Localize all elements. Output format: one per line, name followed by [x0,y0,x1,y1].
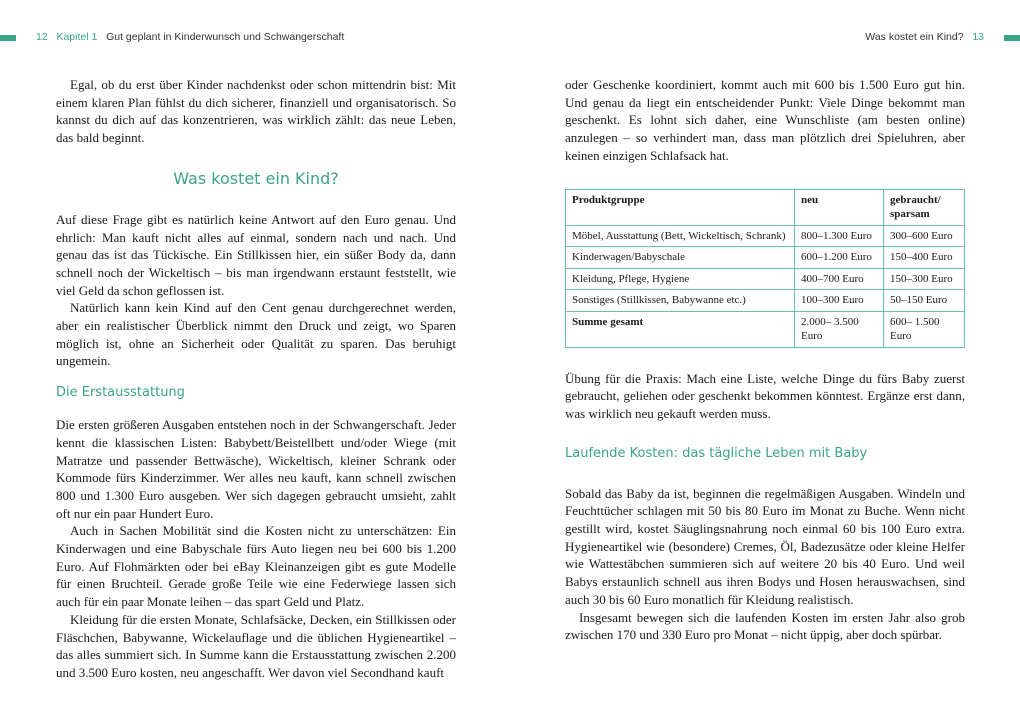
table-row [566,268,965,290]
paragraph: Auch in Sachen Mobilität sind die Kosten nicht zu unterschätzen: Ein Kinderwagen und eine Babyschale fürs Auto liegen neu bei 600 bis 1.200 Euro. Auf Flohmärkten oder bei eBay Kleinanzeigen gibt es gute Modelle für einen Bruchteil. Gerade große Teile wie eine Federwiege lassen sich auch für ein paar Monate leihen – das spart Geld und Platz. [56,523,456,610]
table-cell: Sonstiges (Stillkissen, Babywanne etc.) [566,290,795,312]
paragraph: Natürlich kann kein Kind auf den Cent genau durchgerechnet werden, aber ein realistischer Überblick nimmt den Druck und zeigt, wo Sparen möglich ist, ohne an Sicherheit oder Qualität zu sparen. Das beruhigt ungemein. [56,300,456,369]
subheading-laufende-kosten: Laufende Kosten: das tägliche Leben mit Baby [565,445,868,461]
paragraph: oder Geschenke koordiniert, kommt auch mit 600 bis 1.500 Euro gut hin. Und genau da liegt ein entscheidender Punkt: Viele Dinge bekommt man geschenkt. Es lohnt sich daher, eine Wunschliste (am besten online) anzulegen – so verhindert man, dass man plötzlich drei Spieluhren, aber keinen einzigen Schlafsack hat. [565,77,965,163]
table-total-row [566,311,965,347]
table-cell: 400–700 Euro [795,268,884,290]
table-header-cell: gebraucht/ sparsam [884,189,965,225]
table-cell: 800–1.300 Euro [795,225,884,247]
right-running-header [865,31,984,43]
left-accent-bar [0,35,16,41]
paragraph: Auf diese Frage gibt es natürlich keine Antwort auf den Euro genau. Und ehrlich: Man kauft nicht alles auf einmal, sondern nach und nach. Und genau das ist das Tückische. Ein Stillkissen hier, ein süßer Body da, dann schnell noch der Wickeltisch – bis man irgendwann erstaunt feststellt, wie viel Geld da schon geflossen ist. [56,211,456,298]
paragraph: Kleidung für die ersten Monate, Schlafsäcke, Decken, ein Stillkissen oder Fläschchen, Babywanne, Wickelauflage und die üblichen Hygieneartikel – das alles summiert sich. In Summe kann die Erstausstattung zwischen 2.200 und 3.500 Euro kosten, neu angeschafft. Wer davon viel Secondhand kauft [56,611,456,680]
table-cell: 2.000– 3.500 Euro [795,311,884,347]
table-cell: Kinderwagen/Babyschale [566,247,795,269]
table-cell: 150–400 Euro [884,247,965,269]
section-heading: Was kostet ein Kind? [173,168,339,188]
paragraph: Die ersten größeren Ausgaben entstehen noch in der Schwangerschaft. Jeder kennt die klassischen Listen: Babybett/Beistellbett und/oder Wiege (mit Matratze und passender Bettwäsche), Wickeltisch, kleiner Schrank oder Kommode fürs Kinderzimmer. Wer alles neu kauft, kann schnell zwischen 800 und 1.300 Euro ausgeben. Wer sich dagegen gebraucht umsieht, zahlt oft nur ein paar Hundert Euro. [56,417,456,521]
table-row [566,247,965,269]
right-accent-bar [1004,35,1020,41]
intro-paragraph: Egal, ob du erst über Kinder nachdenkst oder schon mittendrin bist: Mit einem klaren Plan fühlst du dich sicherer, finanziell und organisatorisch. So kannst du dich auf das konzentrieren, was wirklich zählt: das neue Leben, das bald beginnt. [56,77,456,146]
left-chapter-title: Gut geplant in Kinderwunsch und Schwangerschaft [106,31,345,43]
table-total-label: Summe gesamt [566,311,795,347]
table-header-cell: Produktgruppe [566,189,795,225]
left-running-header [36,31,344,43]
table-header-row [566,189,965,225]
cost-table [565,189,965,348]
left-page-number: 12 [36,31,48,43]
table-cell: 300–600 Euro [884,225,965,247]
left-chapter-label: Kapitel 1 [56,31,98,43]
paragraph: Insgesamt bewegen sich die laufenden Kosten im ersten Jahr also grob zwischen 170 und 330 Euro pro Monat – nicht üppig, aber doch spürbar. [565,609,965,643]
table-row [566,225,965,247]
paragraph: Übung für die Praxis: Mach eine Liste, welche Dinge du fürs Baby zuerst gebraucht, geliehen oder geschenkt bekommen könntest. Ergänze erst dann, was wirklich neu gekauft werden muss. [565,370,965,421]
table-header-cell: neu [795,189,884,225]
paragraph: Sobald das Baby da ist, beginnen die regelmäßigen Ausgaben. Windeln und Feuchttücher schlagen mit 50 bis 80 Euro im Monat zu Buche. Wenn nicht gestillt wird, kostet Säuglingsnahrung noch einmal 60 bis 100 Euro extra. Hygieneartikel wie (besondere) Cremes, Öl, Badezusätze oder kleine Helfer wie Wattestäbchen summieren sich auf weitere 20 bis 40 Euro. Und weil Babys erstaunlich schnell aus ihren Bodys und Hosen herauswachsen, sind auch 30 bis 60 Euro monatlich für Kleidung realistisch. [565,485,965,607]
right-header-title: Was kostet ein Kind? [865,31,964,43]
right-page-number: 13 [972,31,984,43]
table-cell: Möbel, Ausstattung (Bett, Wickeltisch, Schrank) [566,225,795,247]
table-cell: 600– 1.500 Euro [884,311,965,347]
table-cell: 50–150 Euro [884,290,965,312]
table-cell: 100–300 Euro [795,290,884,312]
table-cell: 600–1.200 Euro [795,247,884,269]
table-cell: 150–300 Euro [884,268,965,290]
table-row [566,290,965,312]
right-page [565,76,965,644]
left-page [56,76,456,682]
subheading-erstausstattung: Die Erstausstattung [56,385,185,401]
table-cell: Kleidung, Pflege, Hygiene [566,268,795,290]
